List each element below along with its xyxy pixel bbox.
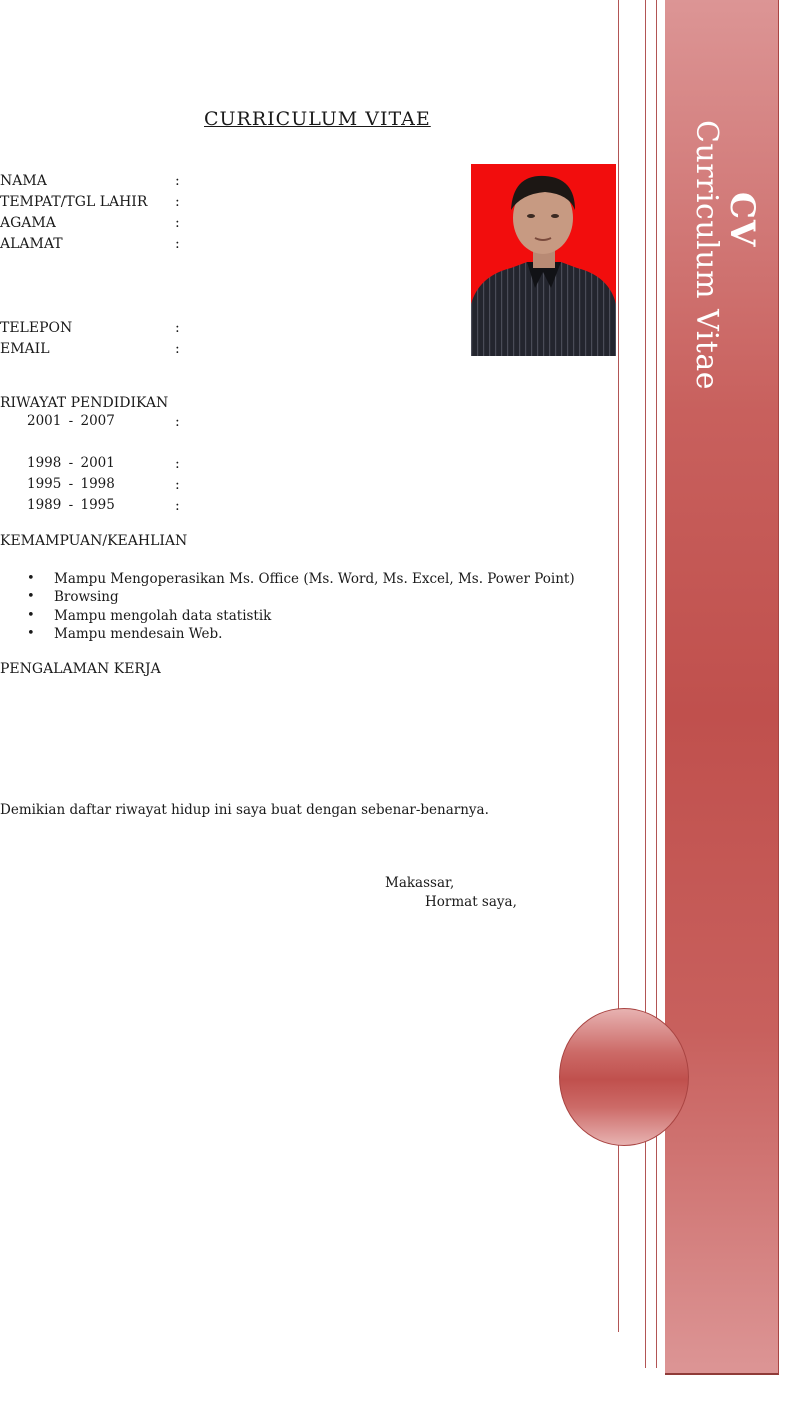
signature-city: Makassar, bbox=[385, 875, 455, 891]
education-years: 2001 - 2007 bbox=[27, 413, 115, 429]
field-colon: : bbox=[175, 414, 180, 430]
field-label-alamat: ALAMAT bbox=[0, 236, 63, 252]
skill-text: Mampu mendesain Web. bbox=[54, 625, 223, 642]
skill-text: Mampu Mengoperasikan Ms. Office (Ms. Word, Ms. Excel, Ms. Power Point) bbox=[54, 571, 575, 587]
field-label-agama: AGAMA bbox=[0, 215, 56, 231]
field-colon: : bbox=[175, 215, 180, 231]
skills-heading: KEMAMPUAN/KEAHLIAN bbox=[0, 533, 188, 549]
bullet-icon: • bbox=[27, 571, 35, 586]
field-colon: : bbox=[175, 173, 180, 189]
field-colon: : bbox=[175, 194, 180, 210]
experience-heading: PENGALAMAN KERJA bbox=[0, 661, 161, 677]
education-years: 1989 - 1995 bbox=[27, 497, 115, 513]
decorative-circle bbox=[559, 1008, 689, 1146]
field-colon: : bbox=[175, 456, 180, 472]
skills-list bbox=[0, 570, 575, 643]
closing-statement: Demikian daftar riwayat hidup ini saya buat dengan sebenar-benarnya. bbox=[0, 802, 489, 818]
education-years: 1995 - 1998 bbox=[27, 476, 115, 492]
education-years: 1998 - 2001 bbox=[27, 455, 115, 471]
field-label-telepon: TELEPON bbox=[0, 320, 73, 336]
decorative-line bbox=[656, 0, 657, 1368]
field-colon: : bbox=[175, 320, 180, 336]
sidebar-subtitle: Curriculum Vitae bbox=[689, 120, 724, 391]
field-colon: : bbox=[175, 477, 180, 493]
signature-regards: Hormat saya, bbox=[425, 894, 517, 910]
field-colon: : bbox=[175, 498, 180, 514]
skill-text: Mampu mengolah data statistik bbox=[54, 607, 272, 624]
bullet-icon: • bbox=[27, 607, 35, 623]
page-title: CURRICULUM VITAE bbox=[204, 108, 431, 130]
list-item bbox=[0, 607, 575, 625]
bullet-icon: • bbox=[27, 589, 35, 605]
sidebar-title bbox=[682, 120, 762, 420]
sidebar-cv-label: CV bbox=[722, 192, 762, 248]
field-label-tempat-tgl-lahir: TEMPAT/TGL LAHIR bbox=[0, 194, 148, 210]
bullet-icon: • bbox=[27, 625, 35, 641]
skill-text: Browsing bbox=[54, 589, 119, 606]
decorative-line bbox=[645, 0, 646, 1368]
person-portrait-icon bbox=[471, 164, 616, 356]
list-item bbox=[0, 625, 575, 643]
list-item bbox=[0, 570, 575, 588]
list-item bbox=[0, 588, 575, 606]
education-heading: RIWAYAT PENDIDIKAN bbox=[0, 395, 169, 411]
field-colon: : bbox=[175, 236, 180, 252]
field-label-nama: NAMA bbox=[0, 173, 47, 189]
field-label-email: EMAIL bbox=[0, 341, 50, 357]
profile-photo bbox=[471, 164, 616, 356]
field-colon: : bbox=[175, 341, 180, 357]
